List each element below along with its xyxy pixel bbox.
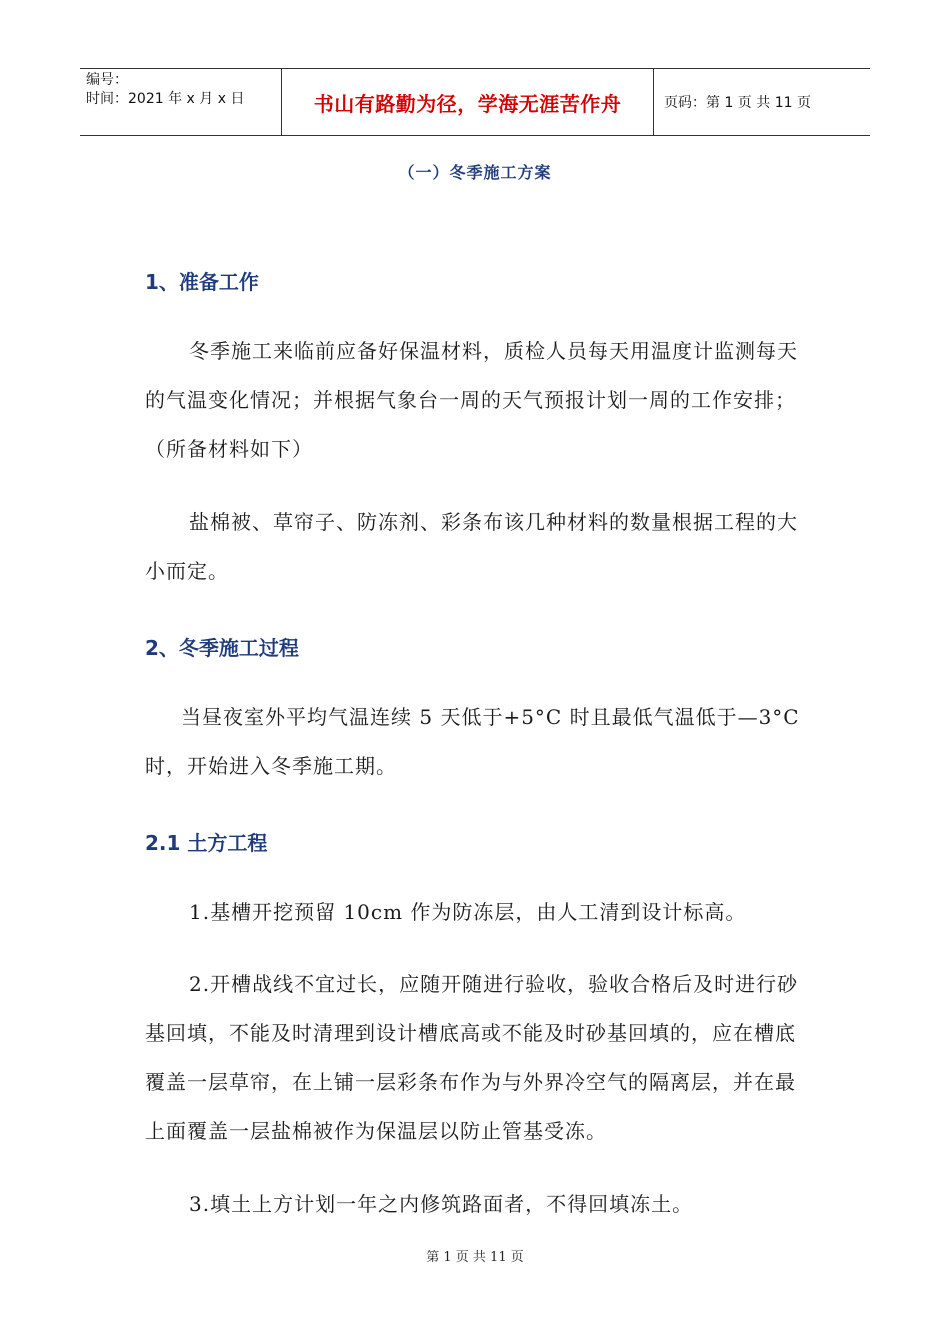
- page-header: [80, 68, 870, 136]
- section-heading-1: 1、准备工作: [145, 270, 259, 294]
- number-label: 编号：: [86, 72, 128, 88]
- page-footer: 第 1 页 共 11 页: [426, 1250, 524, 1265]
- paragraph-1-2: 盐棉被、草帘子、防冻剂、彩条布该几种材料的数量根据工程的大小而定。: [145, 510, 798, 583]
- section-heading-2: 2、冬季施工过程: [145, 636, 299, 660]
- document-title: （一）冬季施工方案: [398, 163, 552, 182]
- paragraph-2-1-2: 2.开槽战线不宜过长，应随开随进行验收，验收合格后及时进行砂基回填，不能及时清理到设计槽底高或不能及时砂基回填的，应在槽底覆盖一层草帘，在上铺一层彩条布作为与外界冷空气的隔离层，并在最上面覆盖一层盐棉被作为保温层以防止管基受冻。: [145, 972, 799, 1143]
- section-heading-2-1: 2.1 土方工程: [145, 831, 268, 855]
- paragraph-1-1: 冬季施工来临前应备好保温材料，质检人员每天用温度计监测每天的气温变化情况；并根据气象台一周的天气预报计划一周的工作安排；（所备材料如下）: [145, 339, 798, 461]
- paragraph-2-1: 当昼夜室外平均气温连续 5 天低于+5°C 时且最低气温低于—3°C 时，开始进入冬季施工期。: [145, 705, 800, 778]
- header-motto: 书山有路勤为径，学海无涯苦作舟: [281, 69, 654, 135]
- paragraph-2-1-1: 1.基槽开挖预留 10cm 作为防冻层，由人工清到设计标高。: [189, 900, 747, 924]
- header-page-info: 页码：第 1 页 共 11 页: [664, 95, 811, 111]
- date-label: 时间：2021 年 x 月 x 日: [86, 91, 245, 107]
- header-meta: [80, 69, 281, 135]
- paragraph-2-1-3: 3.填土上方计划一年之内修筑路面者，不得回填冻土。: [189, 1192, 694, 1216]
